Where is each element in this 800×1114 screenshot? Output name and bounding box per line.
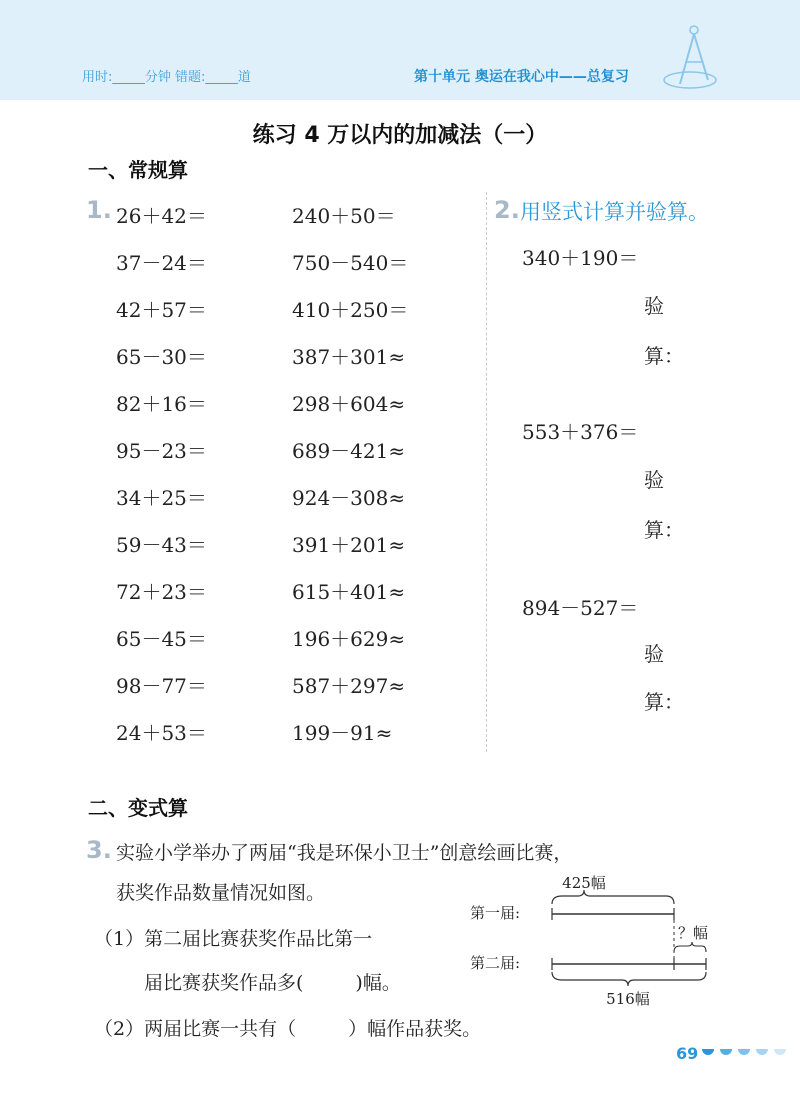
question-number-1: 1. — [86, 196, 112, 224]
q1-left-item: 65－30＝ — [116, 345, 207, 369]
column-divider — [486, 192, 487, 752]
q1-left-item: 98－77＝ — [116, 674, 207, 698]
q3-sub2-text-a: （2）两届比赛一共有（ — [94, 1018, 297, 1040]
q1-right-item: 410＋250＝ — [292, 298, 409, 322]
q2-expression: 340＋190＝ — [522, 246, 639, 270]
q3-sub2 — [94, 1014, 481, 1041]
q1-left-item: 26＋42＝ — [116, 204, 207, 228]
q3-sub1-text-a: 届比赛获奖作品多( — [144, 972, 304, 994]
page-number: 69 — [676, 1044, 699, 1063]
q1-right-item: 196＋629≈ — [292, 627, 406, 651]
verify-label: 验 — [644, 468, 664, 492]
q1-left-item: 24＋53＝ — [116, 721, 207, 745]
diagram-bottom-label: 516幅 — [606, 990, 650, 1008]
q1-left-item: 59－43＝ — [116, 533, 207, 557]
q1-right-item: 298＋604≈ — [292, 392, 406, 416]
unit-title: 第十单元 奥运在我心中——总复习 — [414, 69, 629, 85]
q3-text-line1: 实验小学举办了两届“我是环保小卫士”创意绘画比赛， — [116, 842, 573, 864]
q1-left-item: 65－45＝ — [116, 627, 207, 651]
diagram-top-label: 425幅 — [562, 874, 606, 892]
q1-right-item: 750－540＝ — [292, 251, 409, 275]
q1-right-item: 240＋50＝ — [292, 204, 396, 228]
q1-left-item: 72＋23＝ — [116, 580, 207, 604]
section-heading-variant: 二、变式算 — [88, 796, 188, 820]
q1-left-item: 95－23＝ — [116, 439, 207, 463]
q2-instruction: 用竖式计算并验算。 — [520, 200, 709, 224]
row1-label: 第一届: — [470, 904, 521, 922]
line-segment-diagram — [466, 872, 726, 1012]
diff-brace — [674, 942, 706, 952]
page-decoration-dots — [700, 1047, 792, 1061]
row2-label: 第二届: — [470, 954, 521, 972]
time-error-label: 用时:_____分钟 错题:_____道 — [82, 70, 251, 85]
q1-left-item: 82＋16＝ — [116, 392, 207, 416]
verify-label: 算： — [644, 344, 684, 368]
verify-label: 算： — [644, 518, 684, 542]
q1-left-item: 34＋25＝ — [116, 486, 207, 510]
q1-left-item: 42＋57＝ — [116, 298, 207, 322]
verify-label: 验 — [644, 642, 664, 666]
q1-right-item: 689－421≈ — [292, 439, 406, 463]
q3-sub1-line2 — [144, 968, 401, 995]
question-label: ？幅 — [678, 924, 709, 942]
bottom-brace — [552, 972, 706, 986]
q1-right-item: 199－91≈ — [292, 721, 393, 745]
page-title: 练习 4 万以内的加减法（一） — [252, 123, 548, 148]
verify-label: 算： — [644, 690, 684, 714]
top-brace — [552, 890, 674, 904]
question-number-2: 2. — [494, 196, 520, 224]
verify-label: 验 — [644, 294, 664, 318]
q3-sub1-text-b: )幅。 — [355, 972, 401, 994]
q1-right-item: 924－308≈ — [292, 486, 406, 510]
q2-expression: 894－527＝ — [522, 596, 639, 620]
section-heading-routine: 一、常规算 — [88, 158, 188, 182]
q1-right-item: 387＋301≈ — [292, 345, 406, 369]
question-number-3: 3. — [86, 836, 112, 864]
q2-expression: 553＋376＝ — [522, 420, 639, 444]
q3-text-line2: 获奖作品数量情况如图。 — [116, 882, 326, 904]
q1-right-item: 615＋401≈ — [292, 580, 406, 604]
q3-sub1-line1: （1）第二届比赛获奖作品比第一 — [94, 928, 373, 950]
q1-right-item: 391＋201≈ — [292, 533, 406, 557]
q3-sub2-text-b: ）幅作品获奖。 — [348, 1018, 482, 1040]
compass-icon — [660, 22, 720, 92]
q1-left-item: 37－24＝ — [116, 251, 207, 275]
q1-right-item: 587＋297≈ — [292, 674, 406, 698]
